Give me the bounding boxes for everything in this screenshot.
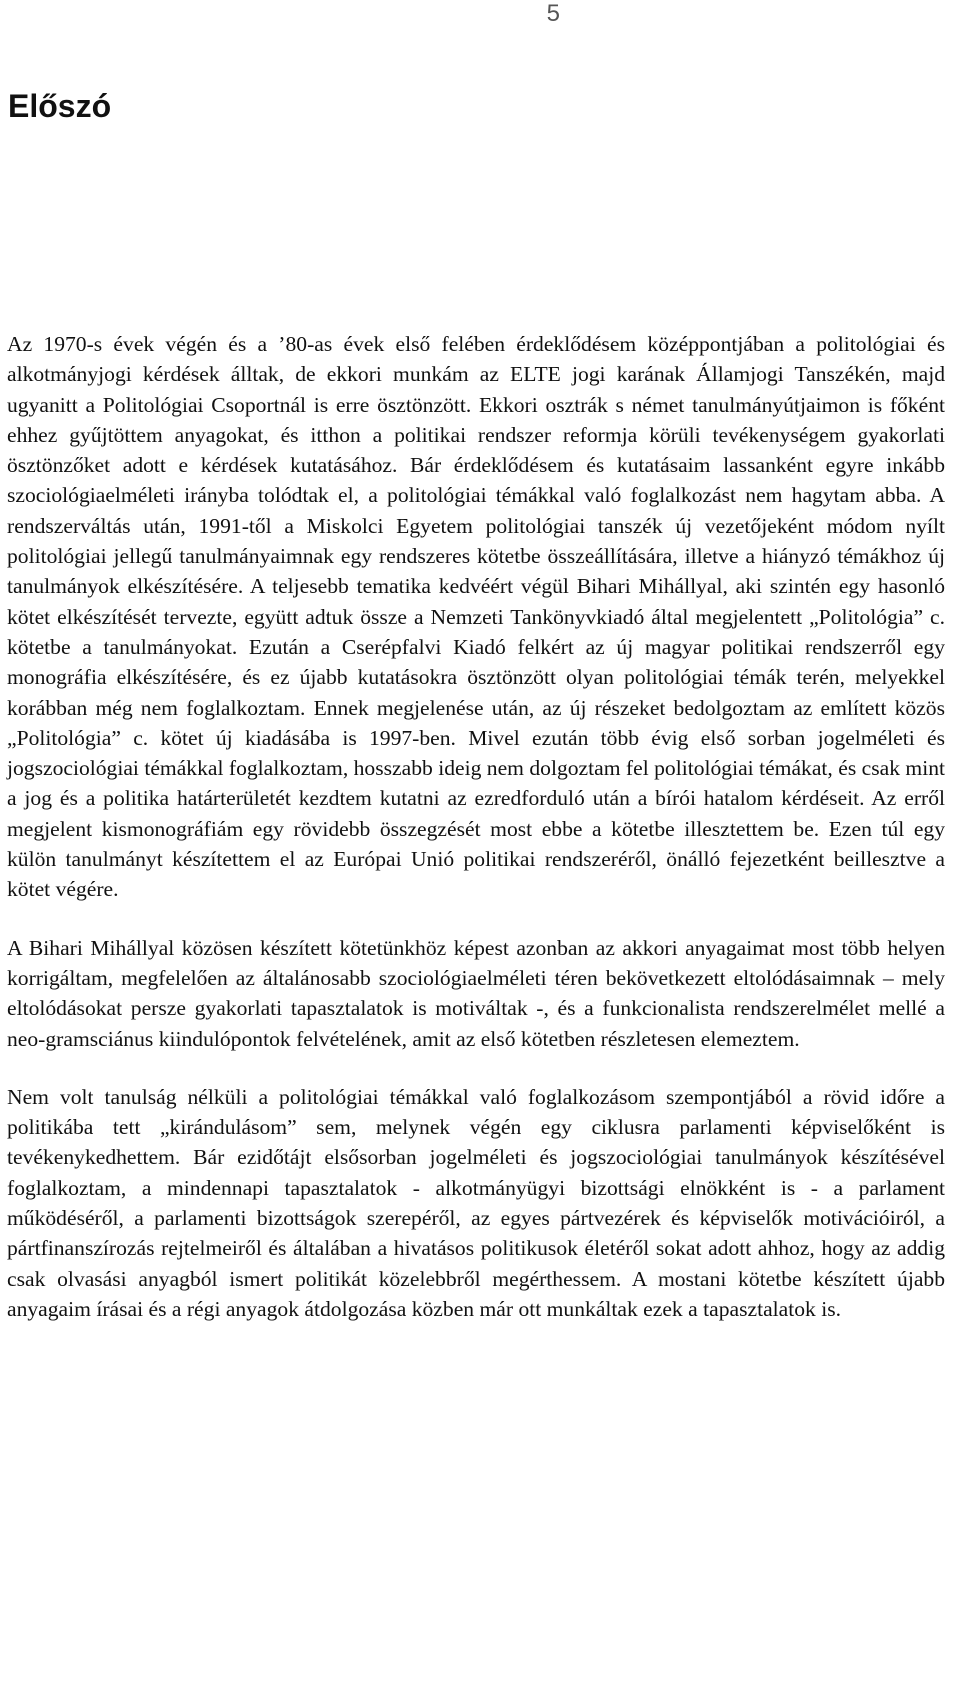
- page-number: 5: [546, 0, 560, 27]
- body-text: [7, 329, 945, 1352]
- paragraph: Nem volt tanulság nélküli a politológiai témákkal való foglalkozásom szempontjából a rövid időre a politikába tett „kirándulásom” sem, melynek végén egy ciklusra parlamenti képviselőként is tevékenykedhettem. Bár ezidőtájt elsősorban jogelméleti és jogszociológiai tanulmányok készítésével foglalkoztam, a mindennapi tapasztalatok - alkotmányügyi bizottsági elnökként is - a parlament működéséről, a parlamenti bizottságok szerepéről, az egyes pártvezérek és képviselők motivációiról, a pártfinanszírozás rejtelmeiről és általában a hivatásos politikusok életéről sokat adott ahhoz, hogy az addig csak olvasási anyagból ismert politikát közelebbről megérthessem. A mostani kötetbe készített újabb anyagaim írásai és a régi anyagok átdolgozása közben már ott munkáltak ezek a tapasztalatok is.: [7, 1084, 945, 1321]
- paragraph: A Bihari Mihállyal közösen készített kötetünkhöz képest azonban az akkori anyagaimat most több helyen korrigáltam, megfelelően az általánosabb szociológiaelméleti téren bekövetkezett eltolódásaimnak – mely eltolódásokat persze gyakorlati tapasztalatok is motiváltak -, és a funkcionalista rendszerelmélet mellé a neo-gramsciánus kiindulópontok felvételének, amit az első kötetben részletesen elemeztem.: [7, 935, 945, 1051]
- page-title: Előszó: [8, 88, 112, 124]
- paragraph: Az 1970-s évek végén és a ’80-as évek első felében érdeklődésem középpontjában a politológiai és alkotmányjogi kérdések álltak, de ekkori munkám az ELTE jogi karának Államjogi Tanszékén, majd ugyanitt a Politológiai Csoportnál is erre ösztönzött. Ekkori osztrák s német tanulmányútjaimon is főként ehhez gyűjtöttem anyagokat, és itthon a politikai rendszer reformja körüli tevékenységem gyakorlati ösztönzőket adott e kérdések kutatásához. Bár érdeklődésem és kutatásaim lassanként egyre inkább szociológiaelméleti irányba tolódtak el, a politológiai témákkal való foglalkozást nem hagytam abba. A rendszerváltás után, 1991-től a Miskolci Egyetem politológiai tanszék új vezetőjeként módom nyílt politológiai jellegű tanulmányaimnak egy rendszeres kötetbe összeállítására, illetve a hiányzó témákhoz új tanulmányok elkészítésére. A teljesebb tematika kedvéért végül Bihari Mihállyal, aki szintén egy hasonló kötet elkészítését tervezte, együtt adtuk össze a Nemzeti Tankönyvkiadó által megjelentett „Politológia” c. kötetbe a tanulmányokat. Ezután a Cserépfalvi Kiadó felkért az új magyar politikai rendszerről egy monográfia elkészítésére, és ez újabb kutatásokra ösztönzött olyan politológiai témák terén, melyekkel korábban még nem foglalkoztam. Ennek megjelenése után, az új részeket bedolgoztam az említett közös „Politológia” c. kötet új kiadásába is 1997-ben. Mivel ezután több évig első sorban jogelméleti és jogszociológiai témákkal foglalkoztam, hosszabb ideig nem dolgoztam fel politológiai témákat, és csak mint a jog és a politika határterületét kezdtem kutatni az ezredforduló után a bírói hatalom kérdéseit. Az erről megjelent kismonográfiám egy rövidebb összegzését most ebbe a kötetbe illesztettem be. Ezen túl egy külön tanulmányt készítettem el az Európai Unió politikai rendszeréről, önálló fejezetként beillesztve a kötet végére.: [7, 332, 945, 902]
